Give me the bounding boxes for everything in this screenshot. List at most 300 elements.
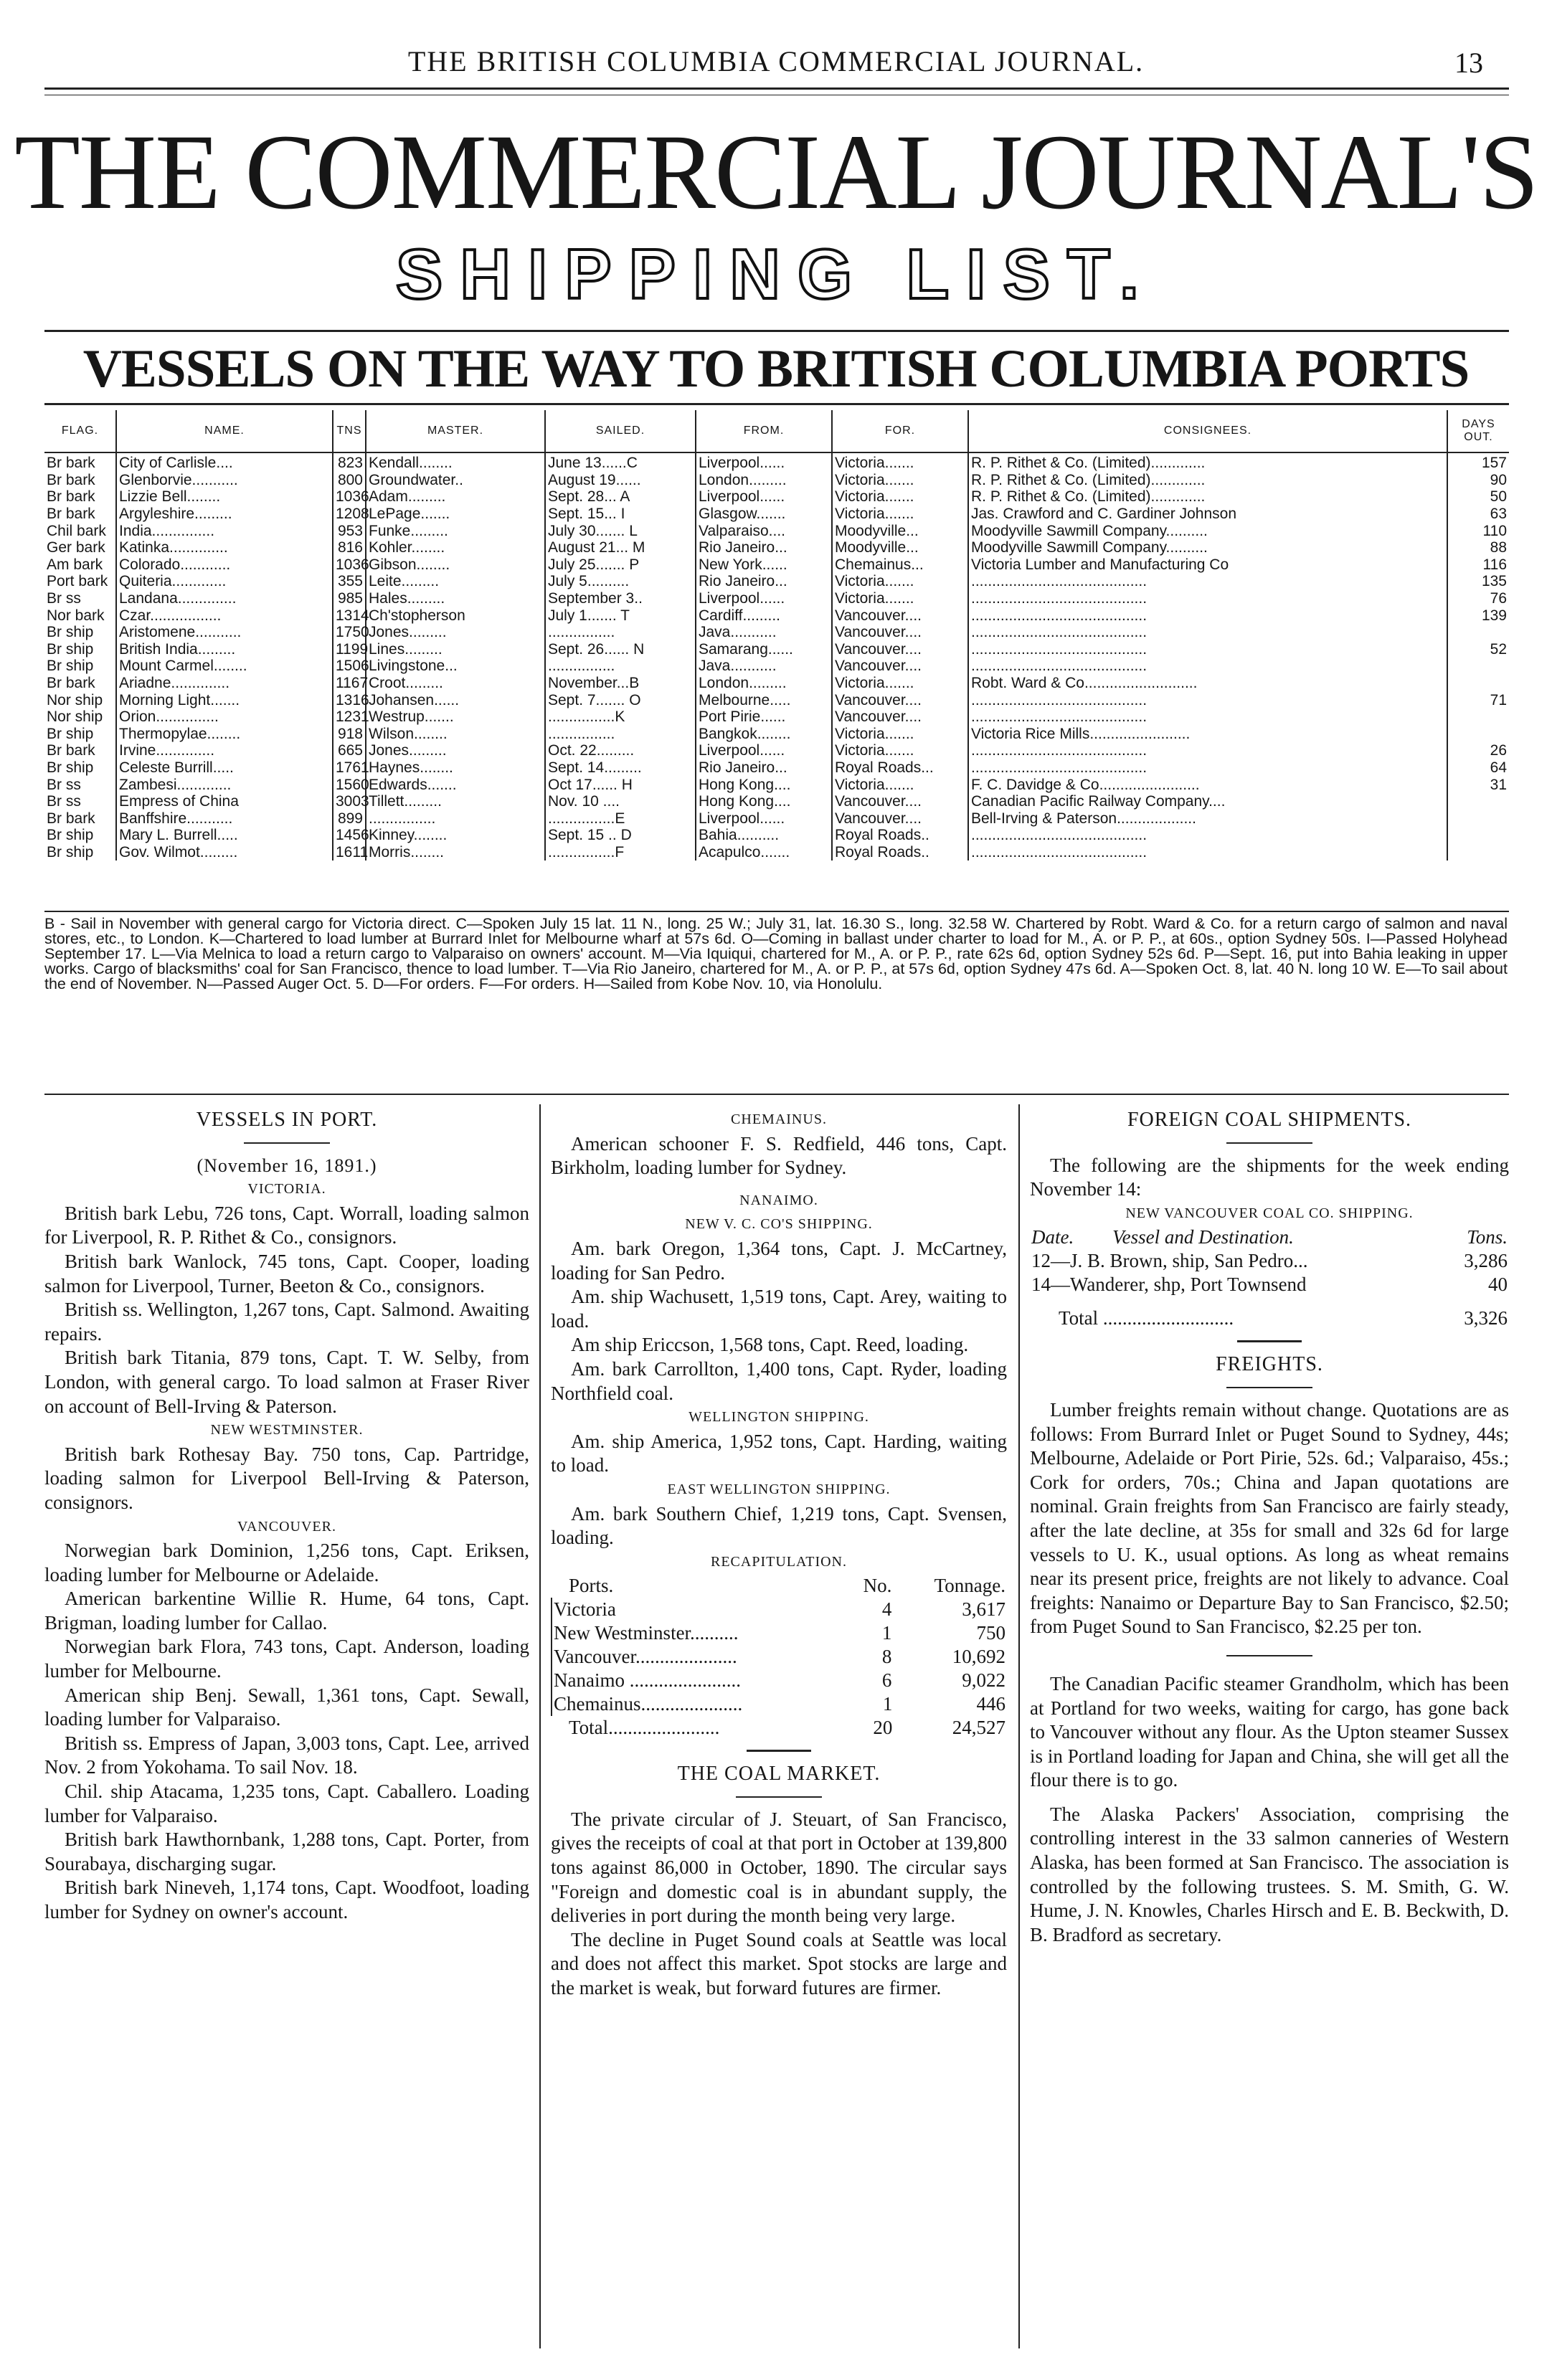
table-cell: Adam......... bbox=[366, 488, 545, 506]
table-cell: Br ship bbox=[47, 827, 94, 844]
table-cell: Oct 17...... H bbox=[545, 776, 696, 793]
table-cell: Sept. 26...... N bbox=[545, 641, 696, 658]
table-cell: ................ bbox=[545, 624, 696, 641]
table-cell: 355 bbox=[333, 573, 366, 590]
vessel-entry: Norwegian bark Flora, 743 tons, Capt. Anderson, loading lumber for Melbourne. bbox=[44, 1636, 529, 1682]
table-cell bbox=[1447, 827, 1509, 844]
table-cell: Acapulco....... bbox=[696, 844, 832, 861]
table-cell: Br ss bbox=[47, 590, 81, 607]
table-cell: Morning Light....... bbox=[116, 691, 333, 708]
column-header: FOR. bbox=[832, 410, 968, 452]
table-cell: Glenborvie........... bbox=[116, 472, 333, 489]
table-cell: 76 bbox=[1447, 590, 1509, 607]
table-row bbox=[44, 691, 1509, 708]
recap-total-row bbox=[552, 1716, 1007, 1740]
table-cell: India............... bbox=[116, 522, 333, 539]
table-cell: 71 bbox=[1447, 691, 1509, 708]
table-cell: 1750 bbox=[333, 624, 366, 641]
column-header: NAME. bbox=[116, 410, 333, 452]
table-cell: Thermopylae........ bbox=[116, 726, 333, 743]
table-cell: 1199 bbox=[333, 641, 366, 658]
alaska-packers-paragraph: The Alaska Packers' Association, comprising the controlling interest in the 33 salmon canneries of Western Alaska, has been formed at San Francisco. The association is controlled by the following trustees. S. M. Smith, G. W. Hume, J. N. Knowles, Charles Hirsch and E. B. Beckwith, D. B. Bradford as secretary. bbox=[1030, 1803, 1509, 1945]
table-cell: 88 bbox=[1447, 539, 1509, 556]
table-cell: Liverpool...... bbox=[696, 742, 832, 759]
table-cell: .......................................... bbox=[968, 590, 1447, 607]
table-cell: Livingstone... bbox=[366, 658, 545, 675]
table-cell: Victoria....... bbox=[832, 488, 968, 506]
table-cell: Victoria Lumber and Manufacturing Co bbox=[968, 556, 1447, 574]
table-cell: Lizzie Bell........ bbox=[116, 488, 333, 506]
table-cell: Kendall........ bbox=[366, 452, 545, 472]
table-cell: Nor ship bbox=[47, 708, 103, 726]
table-cell: July 25....... P bbox=[545, 556, 696, 574]
table-cell: F. C. Davidge & Co........................ bbox=[968, 776, 1447, 793]
recap-cell: 3,617 bbox=[962, 1598, 1006, 1621]
table-cell: .......................................... bbox=[968, 573, 1447, 590]
column-header: DAYS OUT. bbox=[1447, 410, 1509, 452]
table-cell: 823 bbox=[333, 452, 366, 472]
table-cell: Aristomene........... bbox=[116, 624, 333, 641]
table-row bbox=[44, 472, 1509, 489]
table-cell: 26 bbox=[1447, 742, 1509, 759]
recap-cell: 9,022 bbox=[962, 1669, 1006, 1692]
table-cell: Katinka.............. bbox=[116, 539, 333, 556]
table-cell: Jas. Crawford and C. Gardiner Johnson bbox=[968, 506, 1447, 523]
new-westminster-list bbox=[44, 1443, 529, 1515]
vessel-entry: Norwegian bark Dominion, 1,256 tons, Capt. Eriksen, loading lumber for Melbourne or Adelaide. bbox=[44, 1540, 529, 1585]
table-row bbox=[44, 675, 1509, 692]
nvc-shipping-list bbox=[551, 1237, 1007, 1405]
foreign-coal-heading: FOREIGN COAL SHIPMENTS. bbox=[1127, 1109, 1412, 1131]
victoria-list bbox=[44, 1202, 529, 1418]
shipments-col-header: Vessel and Destination. bbox=[1112, 1226, 1294, 1248]
vessels-in-port-heading: VESSELS IN PORT. bbox=[196, 1109, 378, 1131]
coal-shipments-total bbox=[1030, 1307, 1509, 1330]
shipment-row bbox=[1030, 1273, 1509, 1296]
table-cell: Java........... bbox=[696, 658, 832, 675]
shipping-table bbox=[44, 410, 1509, 861]
wellington-heading: WELLINGTON SHIPPING. bbox=[689, 1409, 869, 1426]
column-header: FLAG. bbox=[44, 410, 116, 452]
table-cell: Vancouver.... bbox=[832, 793, 968, 810]
table-cell: July 30....... L bbox=[545, 522, 696, 539]
table-cell: .......................................... bbox=[968, 691, 1447, 708]
table-cell: Vancouver.... bbox=[832, 708, 968, 726]
recapitulation-heading: RECAPITULATION. bbox=[711, 1553, 847, 1570]
total-value: 3,326 bbox=[1464, 1307, 1508, 1329]
table-cell: Westrup....... bbox=[366, 708, 545, 726]
table-cell: Sept. 15... I bbox=[545, 506, 696, 523]
section-rule bbox=[44, 403, 1509, 405]
table-notes: B - Sail in November with general cargo for Victoria direct. C—Spoken July 15 lat. 11 N., long. 25 W.; July 31, lat. 16.30 S., long. 32.58 W. Chartered by Robt. Ward & Co. for a return cargo of salmon and naval stores, etc., to London. K—Chartered to load lumber at Burrard Inlet for Melbourne wharf at 57s 6d. O—Coming in ballast under charter to load for M., A. or P. P., at 60s., option Sydney 50s. I—Passed Holyhead September 17. L—Via Melnica to load a return cargo to Valparaiso on owners' account. M—Via Iquiqui, chartered for M., A. or P. P., rate 62s 6d, option Sydney 52s 6d. P—Sept. 16, put into Bahia leaking in upper works. Cargo of blacksmiths' coal for San Francisco, thence to load lumber. T—Via Rio Janeiro, chartered for M., A. or P. P., at 57s 6d, option Sydney 47s 6d. A—Spoken Oct. 8, lat. 40 N. long 10 W. E—To sail about the end of November. N—Passed Auger Oct. 5. D—For orders. F—For orders. H—Sailed from Kobe Nov. 10, via Honolulu. bbox=[44, 915, 1508, 992]
table-row bbox=[44, 539, 1509, 556]
table-cell: Victoria....... bbox=[832, 590, 968, 607]
table-cell: Br bark bbox=[47, 675, 95, 692]
recap-cell: Nanaimo ....................... bbox=[552, 1669, 845, 1692]
table-row bbox=[44, 641, 1509, 658]
shipment-cell: 12—J. B. Brown, ship, San Pedro... bbox=[1031, 1250, 1308, 1272]
table-cell bbox=[1447, 793, 1509, 810]
table-cell: 1231 bbox=[333, 708, 366, 726]
table-row bbox=[44, 759, 1509, 777]
table-cell: Funke......... bbox=[366, 522, 545, 539]
recap-cell: Total....................... bbox=[569, 1717, 720, 1739]
table-cell: September 3.. bbox=[545, 590, 696, 607]
table-cell: Moodyville... bbox=[832, 522, 968, 539]
table-cell: 1611 bbox=[333, 844, 366, 861]
table-cell: Br ship bbox=[47, 759, 94, 776]
table-cell: Gov. Wilmot......... bbox=[116, 844, 333, 861]
table-cell: Sept. 14......... bbox=[545, 759, 696, 777]
table-cell: 63 bbox=[1447, 506, 1509, 523]
table-cell: Br ship bbox=[47, 640, 94, 658]
table-cell: Edwards....... bbox=[366, 776, 545, 793]
report-date: (November 16, 1891.) bbox=[197, 1155, 377, 1176]
table-cell: 985 bbox=[333, 590, 366, 607]
table-cell: Royal Roads.. bbox=[832, 827, 968, 844]
table-row bbox=[44, 708, 1509, 726]
table-cell: Bangkok........ bbox=[696, 726, 832, 743]
recap-cell: 20 bbox=[873, 1717, 893, 1739]
recap-row bbox=[552, 1645, 1007, 1669]
table-cell: Am bark bbox=[47, 556, 103, 573]
table-cell: 3003 bbox=[333, 793, 366, 810]
vessel-entry: Am. ship Wachusett, 1,519 tons, Capt. Arey, waiting to load. bbox=[551, 1286, 1007, 1332]
table-cell: Jones......... bbox=[366, 742, 545, 759]
vessel-entry: British bark Lebu, 726 tons, Capt. Worrall, loading salmon for Liverpool, R. P. Rithet & Co., consignors. bbox=[44, 1202, 529, 1248]
table-cell: Br bark bbox=[47, 742, 95, 759]
table-row bbox=[44, 522, 1509, 539]
shipments-header-row bbox=[1030, 1225, 1509, 1249]
table-cell: Victoria....... bbox=[832, 452, 968, 472]
coal-paragraph: The private circular of J. Steuart, of San Francisco, gives the receipts of coal at that port in October at 139,800 tons against 86,000 in October, 1890. The circular says "Foreign and domestic coal is in abundant supply, the deliveries in port during the month being very large. bbox=[551, 1808, 1007, 1927]
table-cell: Tillett......... bbox=[366, 793, 545, 810]
total-label: Total ........................... bbox=[1059, 1307, 1234, 1329]
table-cell: Nov. 10 .... bbox=[545, 793, 696, 810]
table-cell: ................F bbox=[545, 844, 696, 861]
table-cell: Br bark bbox=[47, 455, 95, 472]
vancouver-heading: VANCOUVER. bbox=[237, 1518, 336, 1535]
table-cell: City of Carlisle.... bbox=[116, 452, 333, 472]
table-cell: .......................................... bbox=[968, 827, 1447, 844]
table-cell: R. P. Rithet & Co. (Limited)............. bbox=[968, 488, 1447, 506]
table-cell: Valparaiso.... bbox=[696, 522, 832, 539]
table-cell: Morris........ bbox=[366, 844, 545, 861]
page-number: 13 bbox=[1454, 47, 1483, 79]
table-cell: Colorado............ bbox=[116, 556, 333, 574]
table-row bbox=[44, 793, 1509, 810]
running-title: THE BRITISH COLUMBIA COMMERCIAL JOURNAL. bbox=[407, 45, 1145, 77]
vessel-entry: British bark Wanlock, 745 tons, Capt. Cooper, loading salmon for Liverpool, Turner, Beeton & Co., consignors. bbox=[44, 1250, 529, 1296]
table-cell: London......... bbox=[696, 472, 832, 489]
table-cell: Royal Roads... bbox=[832, 759, 968, 777]
table-cell: Rio Janeiro... bbox=[696, 759, 832, 777]
masthead-subtitle: SHIPPING LIST. bbox=[395, 234, 1157, 313]
table-cell: LePage....... bbox=[366, 506, 545, 523]
shipments-column bbox=[1030, 1108, 1509, 1947]
table-cell: 1761 bbox=[333, 759, 366, 777]
recap-header-row bbox=[552, 1574, 1007, 1598]
notes-rule bbox=[44, 1094, 1509, 1095]
table-cell: 665 bbox=[333, 742, 366, 759]
freights-heading: FREIGHTS. bbox=[1216, 1353, 1323, 1376]
nvc-coal-heading: NEW VANCOUVER COAL CO. SHIPPING. bbox=[1125, 1205, 1414, 1221]
table-cell bbox=[1447, 624, 1509, 641]
table-cell bbox=[1447, 844, 1509, 861]
table-cell: Hong Kong.... bbox=[696, 793, 832, 810]
nvc-shipping-heading: NEW V. C. CO'S SHIPPING. bbox=[685, 1216, 873, 1233]
table-row bbox=[44, 624, 1509, 641]
recap-col-header: No. bbox=[863, 1575, 892, 1597]
table-cell bbox=[1447, 810, 1509, 827]
recap-cell: 6 bbox=[881, 1669, 892, 1692]
table-cell: Vancouver.... bbox=[832, 691, 968, 708]
table-cell: Vancouver.... bbox=[832, 641, 968, 658]
table-cell: Sept. 7....... O bbox=[545, 691, 696, 708]
column-divider-2 bbox=[1018, 1104, 1020, 2348]
table-cell: 800 bbox=[333, 472, 366, 489]
table-row bbox=[44, 810, 1509, 827]
table-cell: Landana.............. bbox=[116, 590, 333, 607]
table-cell: Liverpool...... bbox=[696, 810, 832, 827]
table-cell: Cardiff......... bbox=[696, 607, 832, 624]
table-cell: Br ship bbox=[47, 725, 94, 742]
table-cell: Croot......... bbox=[366, 675, 545, 692]
table-cell bbox=[1447, 658, 1509, 675]
table-cell: Rio Janeiro... bbox=[696, 539, 832, 556]
ports-column bbox=[551, 1108, 1007, 2001]
nanaimo-heading: NANAIMO. bbox=[739, 1192, 818, 1208]
table-cell: Kohler........ bbox=[366, 539, 545, 556]
east-wellington-heading: EAST WELLINGTON SHIPPING. bbox=[667, 1481, 891, 1497]
table-cell: Oct. 22......... bbox=[545, 742, 696, 759]
table-cell: Chemainus... bbox=[832, 556, 968, 574]
table-cell: Moodyville... bbox=[832, 539, 968, 556]
table-cell: London......... bbox=[696, 675, 832, 692]
recap-cell: 750 bbox=[976, 1622, 1006, 1644]
table-cell: Ger bark bbox=[47, 539, 105, 556]
table-header-row bbox=[44, 410, 1509, 452]
table-cell: Vancouver.... bbox=[832, 658, 968, 675]
recap-col-header: Tonnage. bbox=[934, 1575, 1006, 1597]
table-row bbox=[44, 742, 1509, 759]
table-cell: Empress of China bbox=[116, 793, 333, 810]
shipments-col-header: Date. bbox=[1031, 1226, 1074, 1248]
recap-row bbox=[552, 1669, 1007, 1692]
table-row bbox=[44, 658, 1509, 675]
table-cell: .......................................... bbox=[968, 624, 1447, 641]
column-header: TNS bbox=[333, 410, 366, 452]
table-cell: Groundwater.. bbox=[366, 472, 545, 489]
victoria-heading: VICTORIA. bbox=[247, 1181, 326, 1198]
masthead-rule bbox=[44, 330, 1509, 332]
table-cell: Mount Carmel........ bbox=[116, 658, 333, 675]
table-cell: Mary L. Burrell..... bbox=[116, 827, 333, 844]
table-cell: 1036 bbox=[333, 488, 366, 506]
grandholm-paragraph: The Canadian Pacific steamer Grandholm, which has been at Portland for two weeks, waiting for cargo, has gone back to Vancouver without any flour. As the Upton steamer Sussex is in Portland loading for Japan and China, she will get all the flour there is to go. bbox=[1030, 1672, 1509, 1791]
recap-cell: Victoria bbox=[552, 1598, 845, 1621]
table-cell: Hales......... bbox=[366, 590, 545, 607]
column-header: CONSIGNEES. bbox=[968, 410, 1447, 452]
recapitulation-table bbox=[551, 1574, 1007, 1740]
shipment-row bbox=[1030, 1249, 1509, 1273]
recap-row bbox=[552, 1598, 1007, 1621]
table-cell: 31 bbox=[1447, 776, 1509, 793]
table-cell: 1167 bbox=[333, 675, 366, 692]
table-cell: Java........... bbox=[696, 624, 832, 641]
recap-row bbox=[552, 1692, 1007, 1716]
table-cell: Gibson........ bbox=[366, 556, 545, 574]
new-westminster-heading: NEW WESTMINSTER. bbox=[210, 1422, 364, 1438]
coal-market-text bbox=[551, 1808, 1007, 2001]
table-cell: .......................................... bbox=[968, 658, 1447, 675]
table-cell: Port Pirie...... bbox=[696, 708, 832, 726]
table-row bbox=[44, 556, 1509, 574]
table-cell: Victoria....... bbox=[832, 573, 968, 590]
table-cell: Wilson........ bbox=[366, 726, 545, 743]
table-cell: Ch'stopherson bbox=[366, 607, 545, 624]
table-row bbox=[44, 844, 1509, 861]
table-row bbox=[44, 452, 1509, 472]
table-cell: 918 bbox=[333, 726, 366, 743]
table-cell: Br bark bbox=[47, 810, 95, 827]
table-cell: Bell-Irving & Paterson................... bbox=[968, 810, 1447, 827]
table-cell: .......................................... bbox=[968, 708, 1447, 726]
table-cell: Melbourne..... bbox=[696, 691, 832, 708]
recap-cell: Vancouver..................... bbox=[552, 1645, 845, 1669]
table-row bbox=[44, 726, 1509, 743]
table-cell: Liverpool...... bbox=[696, 488, 832, 506]
table-cell: Victoria Rice Mills........................ bbox=[968, 726, 1447, 743]
table-cell: Zambesi............. bbox=[116, 776, 333, 793]
table-cell: 953 bbox=[333, 522, 366, 539]
recap-row bbox=[552, 1621, 1007, 1645]
vessel-entry: British bark Titania, 879 tons, Capt. T. W. Selby, from London, with general cargo. To load salmon at Fraser River on account of Bell-Irving & Paterson. bbox=[44, 1347, 529, 1417]
table-cell: Samarang...... bbox=[696, 641, 832, 658]
table-cell: Vancouver.... bbox=[832, 810, 968, 827]
foreign-coal-intro: The following are the shipments for the week ending November 14: bbox=[1030, 1154, 1509, 1200]
table-cell: .......................................... bbox=[968, 641, 1447, 658]
table-cell: R. P. Rithet & Co. (Limited)............. bbox=[968, 452, 1447, 472]
vessel-entry: American ship Benj. Sewall, 1,361 tons, Capt. Sewall, loading lumber for Valparaiso. bbox=[44, 1684, 529, 1730]
table-cell: Robt. Ward & Co........................... bbox=[968, 675, 1447, 692]
table-cell: July 5.......... bbox=[545, 573, 696, 590]
table-cell: Br ss bbox=[47, 793, 81, 810]
table-body bbox=[44, 452, 1509, 861]
vancouver-list bbox=[44, 1539, 529, 1925]
table-cell bbox=[1447, 675, 1509, 692]
chemainus-heading: CHEMAINUS. bbox=[731, 1111, 827, 1127]
table-cell: .......................................... bbox=[968, 759, 1447, 777]
table-cell: Glasgow....... bbox=[696, 506, 832, 523]
table-row bbox=[44, 506, 1509, 523]
table-cell: July 1....... T bbox=[545, 607, 696, 624]
table-cell: Victoria....... bbox=[832, 776, 968, 793]
table-cell: June 13......C bbox=[545, 452, 696, 472]
shipment-cell: 3,286 bbox=[1464, 1250, 1508, 1272]
table-cell: August 19...... bbox=[545, 472, 696, 489]
chemainus-entry: American schooner F. S. Redfield, 446 tons, Capt. Birkholm, loading lumber for Sydney. bbox=[551, 1132, 1007, 1179]
table-cell: Lines......... bbox=[366, 641, 545, 658]
table-cell: Bahia.......... bbox=[696, 827, 832, 844]
recap-cell: 10,692 bbox=[952, 1646, 1006, 1668]
table-cell: Br ship bbox=[47, 843, 94, 861]
table-cell: Moodyville Sawmill Company.......... bbox=[968, 522, 1447, 539]
table-cell: Czar................. bbox=[116, 607, 333, 624]
table-cell: Br ss bbox=[47, 776, 81, 793]
table-row bbox=[44, 590, 1509, 607]
separator bbox=[1226, 1387, 1312, 1388]
table-cell: .......................................... bbox=[968, 844, 1447, 861]
vessel-entry: British ss. Wellington, 1,267 tons, Capt. Salmond. Awaiting repairs. bbox=[44, 1299, 529, 1345]
table-cell: ................ bbox=[545, 658, 696, 675]
vessel-entry: Chil. ship Atacama, 1,235 tons, Capt. Caballero. Loading lumber for Valparaiso. bbox=[44, 1781, 529, 1826]
table-cell: Irvine.............. bbox=[116, 742, 333, 759]
masthead-title: THE COMMERCIAL JOURNAL'S bbox=[14, 113, 1538, 232]
vessel-entry: British bark Hawthornbank, 1,288 tons, Capt. Porter, from Sourabaya, discharging sugar. bbox=[44, 1829, 529, 1874]
table-cell: Jones......... bbox=[366, 624, 545, 641]
table-cell: ................ bbox=[366, 810, 545, 827]
table-cell: Br bark bbox=[47, 506, 95, 523]
east-wellington-entry: Am. bark Southern Chief, 1,219 tons, Capt. Svensen, loading. bbox=[551, 1502, 1007, 1549]
table-cell: Victoria....... bbox=[832, 742, 968, 759]
vessel-entry: British bark Rothesay Bay. 750 tons, Cap. Partridge, loading salmon for Liverpool Bell-Irving & Paterson, consignors. bbox=[44, 1443, 529, 1513]
shipment-cell: 40 bbox=[1488, 1274, 1508, 1296]
table-cell: Victoria....... bbox=[832, 506, 968, 523]
table-cell: Royal Roads.. bbox=[832, 844, 968, 861]
table-cell: 135 bbox=[1447, 573, 1509, 590]
table-cell: 1316 bbox=[333, 691, 366, 708]
table-row bbox=[44, 776, 1509, 793]
vessel-entry: British bark Nineveh, 1,174 tons, Capt. Woodfoot, loading lumber for Sydney on owner's account. bbox=[44, 1877, 529, 1923]
table-cell: Chil bark bbox=[47, 522, 106, 539]
separator bbox=[1237, 1340, 1302, 1342]
table-cell: Br ship bbox=[47, 624, 94, 641]
table-cell: Argyleshire......... bbox=[116, 506, 333, 523]
table-cell: 110 bbox=[1447, 522, 1509, 539]
table-cell: Vancouver.... bbox=[832, 624, 968, 641]
table-cell: 816 bbox=[333, 539, 366, 556]
recap-cell: 446 bbox=[976, 1693, 1006, 1715]
recap-cell: 8 bbox=[881, 1646, 892, 1668]
table-cell: 64 bbox=[1447, 759, 1509, 777]
separator bbox=[736, 1796, 822, 1798]
table-cell: Canadian Pacific Railway Company.... bbox=[968, 793, 1447, 810]
table-cell: Port bark bbox=[47, 573, 108, 590]
table-cell: Banffshire........... bbox=[116, 810, 333, 827]
table-cell: Quiteria............. bbox=[116, 573, 333, 590]
recap-cell: 24,527 bbox=[952, 1717, 1006, 1739]
column-header: MASTER. bbox=[366, 410, 545, 452]
table-cell: .......................................... bbox=[968, 742, 1447, 759]
table-cell: Celeste Burrill..... bbox=[116, 759, 333, 777]
table-cell bbox=[1447, 708, 1509, 726]
table-cell: 1506 bbox=[333, 658, 366, 675]
table-row bbox=[44, 573, 1509, 590]
table-row bbox=[44, 488, 1509, 506]
table-cell: Hong Kong.... bbox=[696, 776, 832, 793]
vessels-in-port-column bbox=[44, 1108, 529, 1925]
column-header: FROM. bbox=[696, 410, 832, 452]
table-cell: Br bark bbox=[47, 471, 95, 488]
table-cell: Nor bark bbox=[47, 607, 105, 624]
table-cell: Br ship bbox=[47, 658, 94, 675]
table-cell: 1036 bbox=[333, 556, 366, 574]
vessel-entry: Am ship Ericcson, 1,568 tons, Capt. Reed, loading. bbox=[571, 1334, 969, 1356]
table-cell: November...B bbox=[545, 675, 696, 692]
table-cell: ................E bbox=[545, 810, 696, 827]
column-header: SAILED. bbox=[545, 410, 696, 452]
